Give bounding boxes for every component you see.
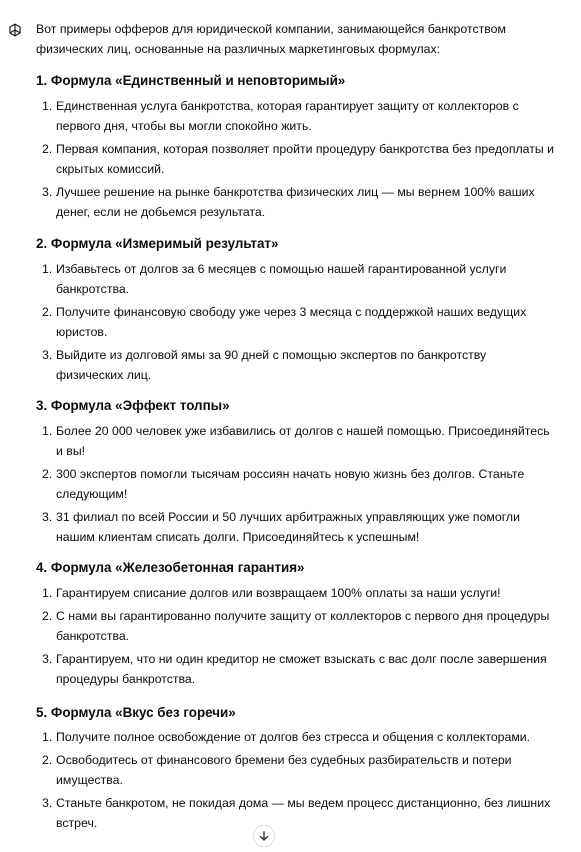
list-item-text: С нами вы гарантированно получите защиту от коллекторов с первого дня процедуры банкротства. [56, 609, 550, 643]
list-item [36, 259, 556, 299]
scroll-to-bottom-button[interactable] [253, 825, 275, 847]
list-item-number: 3. [42, 348, 53, 362]
list-item [36, 345, 556, 385]
list-item [36, 507, 556, 547]
list-item-text: Лучшее решение на рынке банкротства физических лиц — мы вернем 100% ваших денег, если не добьемся результата. [56, 185, 535, 219]
list-item [36, 649, 556, 689]
list-item-text: Первая компания, которая позволяет пройти процедуру банкротства без предоплаты и скрытых комиссий. [56, 142, 554, 176]
list-item-text: Гарантируем, что ни один кредитор не сможет взыскать с вас долг после завершения процедуры банкротства. [56, 652, 547, 686]
list-item-number: 3. [42, 652, 53, 666]
list-item-number: 3. [42, 510, 53, 524]
list-item-text: Более 20 000 человек уже избавились от долгов с нашей помощью. Присоединяйтесь и вы! [56, 424, 550, 458]
list-item-text: Получите полное освобождение от долгов без стресса и общения с коллекторами. [56, 730, 531, 744]
list-item-text: Станьте банкротом, не покидая дома — мы ведем процесс дистанционно, без лишних встреч. [56, 796, 551, 830]
list-item [36, 421, 556, 461]
list-item-number: 2. [42, 142, 53, 156]
list-item-number: 2. [42, 609, 53, 623]
section-heading-1: 1. Формула «Единственный и неповторимый» [36, 73, 346, 88]
list-item-text: Освободитесь от финансового бремени без судебных разбирательств и потери имущества. [56, 753, 512, 787]
list-item [36, 182, 556, 222]
section-heading-2: 2. Формула «Измеримый результат» [36, 236, 279, 251]
list-item-text: Единственная услуга банкротства, которая гарантирует защиту от коллекторов с первого дня, чтобы вы могли спокойно жить. [56, 99, 519, 133]
list-item-number: 3. [42, 185, 53, 199]
list-item [36, 727, 556, 747]
list-item-text: Избавьтесь от долгов за 6 месяцев с помощью нашей гарантированной услуги банкротства. [56, 262, 507, 296]
list-item [36, 583, 556, 603]
list-item-text: Гарантируем списание долгов или возвращаем 100% оплаты за наши услуги! [56, 586, 501, 600]
list-item-number: 1. [42, 262, 53, 276]
list-item-text: 300 экспертов помогли тысячам россиян начать новую жизнь без долгов. Станьте следующим! [56, 467, 525, 501]
list-item [36, 606, 556, 646]
list-item-number: 2. [42, 467, 53, 481]
list-item-text: Получите финансовую свободу уже через 3 месяца с поддержкой наших ведущих юристов. [56, 305, 527, 339]
section-heading-4: 4. Формула «Железобетонная гарантия» [36, 560, 305, 575]
section-list-2 [36, 259, 556, 388]
list-item-number: 2. [42, 305, 53, 319]
list-item [36, 96, 556, 136]
list-item-number: 1. [42, 424, 53, 438]
section-list-4 [36, 583, 556, 692]
section-list-5 [36, 727, 556, 836]
intro-text: Вот примеры офферов для юридической компании, занимающейся банкротством физических лиц, основанные на различных маркетинговых формулах: [36, 22, 506, 56]
section-heading-3: 3. Формула «Эффект толпы» [36, 398, 230, 413]
chatgpt-logo-icon [7, 22, 23, 38]
list-item-number: 3. [42, 796, 53, 810]
list-item [36, 302, 556, 342]
list-item-text: Выйдите из долговой ямы за 90 дней с помощью экспертов по банкротству физических лиц. [56, 348, 487, 382]
list-item-number: 1. [42, 730, 53, 744]
section-heading-5: 5. Формула «Вкус без горечи» [36, 705, 236, 720]
list-item [36, 793, 556, 833]
list-item [36, 464, 556, 504]
section-list-3 [36, 421, 556, 550]
list-item-number: 1. [42, 99, 53, 113]
list-item-text: 31 филиал по всей России и 50 лучших арбитражных управляющих уже помогли нашим клиентам списать долги. Присоединяйтесь к успешным! [56, 510, 520, 544]
list-item-number: 1. [42, 586, 53, 600]
list-item [36, 139, 556, 179]
list-item-number: 2. [42, 753, 53, 767]
arrow-down-icon [258, 830, 270, 842]
section-list-1 [36, 96, 556, 225]
list-item [36, 750, 556, 790]
